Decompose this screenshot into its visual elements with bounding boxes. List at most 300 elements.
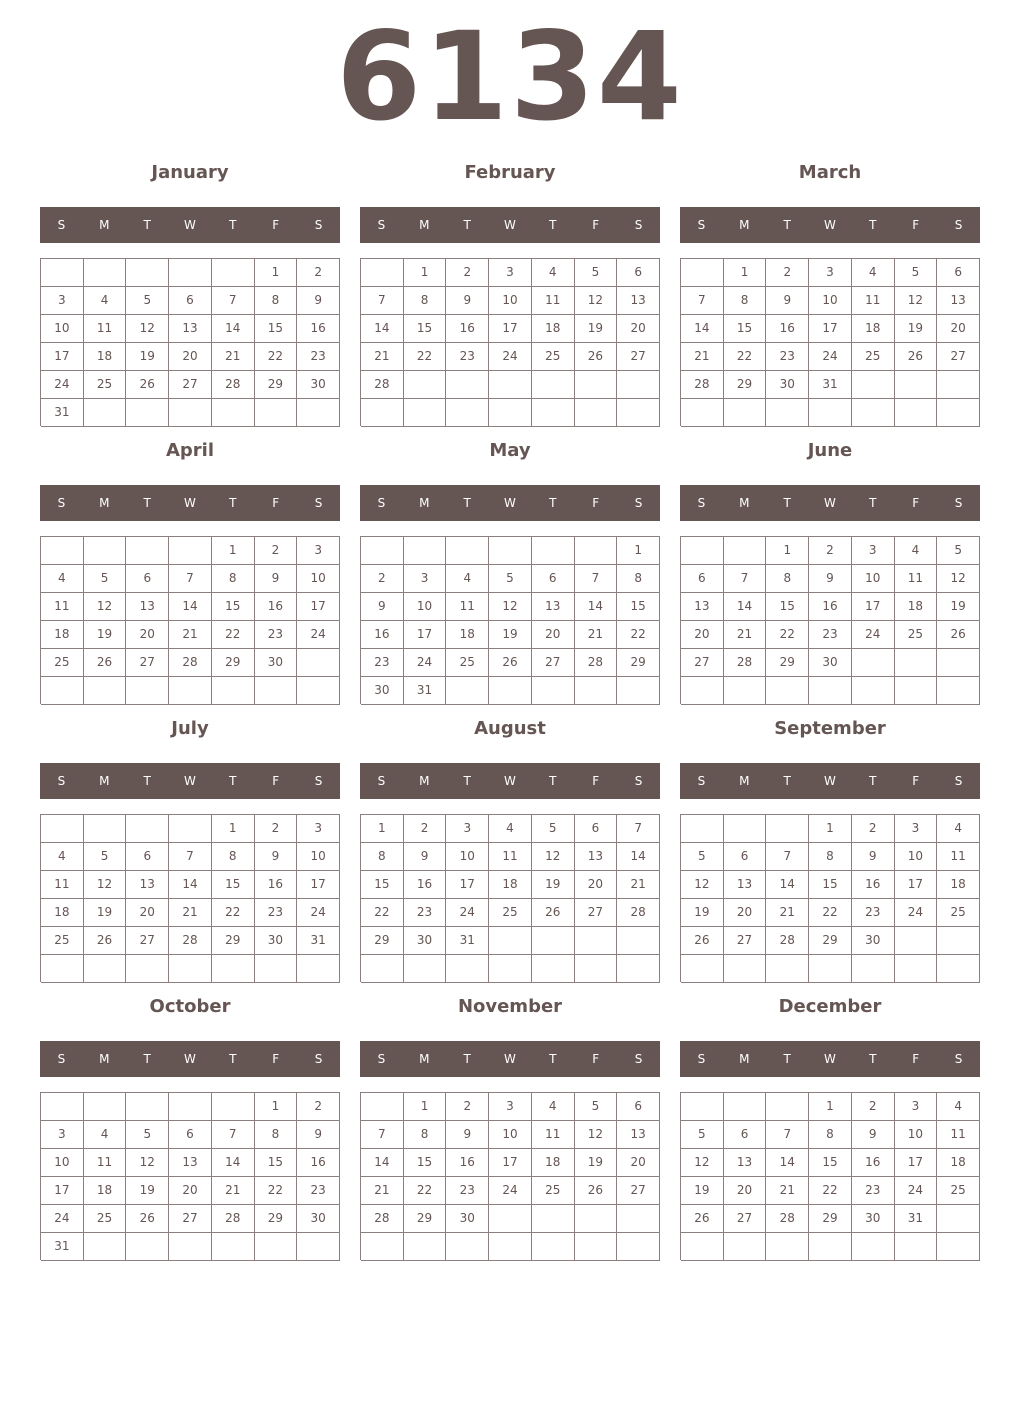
empty-day-cell [937, 649, 980, 677]
weekday-label: T [783, 496, 791, 510]
day-grid [680, 814, 980, 982]
day-cell: 2 [404, 815, 447, 843]
day-cell: 29 [724, 371, 767, 399]
day-cell: 17 [41, 343, 84, 371]
empty-day-cell [84, 1233, 127, 1261]
day-cell: 4 [937, 1093, 980, 1121]
weekday-label: S [634, 774, 643, 788]
day-cell: 13 [681, 593, 724, 621]
day-cell: 27 [169, 371, 212, 399]
day-cell: 28 [212, 371, 255, 399]
day-cell: 29 [809, 927, 852, 955]
weekday-header [680, 207, 980, 243]
day-cell: 3 [809, 259, 852, 287]
day-cell: 14 [169, 593, 212, 621]
weekday-label: W [504, 218, 516, 232]
weekday-label: T [783, 218, 791, 232]
day-cell: 11 [937, 1121, 980, 1149]
day-cell: 14 [575, 593, 618, 621]
day-cell: 30 [404, 927, 447, 955]
day-cell: 14 [681, 315, 724, 343]
day-cell: 7 [724, 565, 767, 593]
day-cell: 3 [489, 1093, 532, 1121]
empty-day-cell [809, 399, 852, 427]
weekday-label: M [419, 218, 430, 232]
empty-day-cell [297, 677, 340, 705]
day-cell: 26 [126, 1205, 169, 1233]
day-cell: 30 [852, 1205, 895, 1233]
day-cell: 22 [404, 343, 447, 371]
day-cell: 5 [84, 565, 127, 593]
day-cell: 16 [809, 593, 852, 621]
day-cell: 4 [489, 815, 532, 843]
day-cell: 13 [169, 315, 212, 343]
empty-day-cell [575, 1205, 618, 1233]
day-cell: 30 [297, 371, 340, 399]
month-name: October [149, 996, 231, 1017]
day-cell: 14 [212, 1149, 255, 1177]
day-cell: 23 [404, 899, 447, 927]
day-grid [680, 1092, 980, 1260]
weekday-label: S [314, 774, 323, 788]
empty-day-cell [169, 955, 212, 983]
day-cell: 19 [84, 621, 127, 649]
day-cell: 7 [575, 565, 618, 593]
day-cell: 5 [681, 843, 724, 871]
day-cell: 19 [575, 315, 618, 343]
empty-day-cell [404, 537, 447, 565]
day-cell: 24 [489, 1177, 532, 1205]
day-cell: 12 [532, 843, 575, 871]
day-cell: 2 [361, 565, 404, 593]
empty-day-cell [809, 677, 852, 705]
empty-day-cell [212, 677, 255, 705]
day-cell: 22 [809, 899, 852, 927]
empty-day-cell [895, 1233, 938, 1261]
empty-day-cell [212, 1093, 255, 1121]
weekday-label: M [739, 774, 750, 788]
day-cell: 7 [361, 1121, 404, 1149]
empty-day-cell [575, 1233, 618, 1261]
day-cell: 22 [766, 621, 809, 649]
day-cell: 9 [446, 287, 489, 315]
month-name: February [464, 162, 556, 183]
empty-day-cell [575, 537, 618, 565]
day-cell: 30 [766, 371, 809, 399]
day-cell: 25 [895, 621, 938, 649]
day-cell: 1 [361, 815, 404, 843]
month-july [40, 712, 340, 990]
weekday-label: S [634, 1052, 643, 1066]
day-cell: 9 [255, 565, 298, 593]
empty-day-cell [617, 371, 660, 399]
day-cell: 5 [575, 1093, 618, 1121]
day-grid [40, 536, 340, 704]
day-cell: 31 [41, 399, 84, 427]
weekday-label: F [912, 218, 920, 232]
empty-day-cell [681, 537, 724, 565]
day-cell: 20 [724, 1177, 767, 1205]
empty-day-cell [169, 1093, 212, 1121]
empty-day-cell [575, 371, 618, 399]
day-cell: 8 [361, 843, 404, 871]
day-cell: 22 [361, 899, 404, 927]
day-cell: 7 [617, 815, 660, 843]
day-cell: 27 [724, 927, 767, 955]
day-cell: 22 [255, 343, 298, 371]
month-name: April [165, 440, 215, 461]
empty-day-cell [126, 955, 169, 983]
day-cell: 22 [617, 621, 660, 649]
day-cell: 1 [404, 1093, 447, 1121]
day-cell: 9 [852, 843, 895, 871]
day-cell: 10 [297, 843, 340, 871]
day-grid [40, 814, 340, 982]
day-cell: 2 [809, 537, 852, 565]
day-cell: 23 [809, 621, 852, 649]
day-cell: 12 [575, 287, 618, 315]
day-cell: 23 [852, 899, 895, 927]
weekday-label: S [57, 496, 66, 510]
day-cell: 8 [404, 1121, 447, 1149]
day-cell: 1 [766, 537, 809, 565]
month-name: January [151, 162, 229, 183]
empty-day-cell [766, 955, 809, 983]
day-cell: 13 [126, 593, 169, 621]
day-cell: 20 [532, 621, 575, 649]
day-cell: 13 [169, 1149, 212, 1177]
weekday-header [360, 207, 660, 243]
day-cell: 24 [404, 649, 447, 677]
day-cell: 27 [681, 649, 724, 677]
day-cell: 9 [361, 593, 404, 621]
weekday-label: T [229, 218, 237, 232]
empty-day-cell [361, 399, 404, 427]
day-cell: 3 [41, 287, 84, 315]
day-cell: 1 [809, 815, 852, 843]
empty-day-cell [532, 1205, 575, 1233]
day-cell: 7 [212, 1121, 255, 1149]
day-cell: 21 [169, 899, 212, 927]
month-name: May [489, 440, 531, 461]
day-cell: 7 [361, 287, 404, 315]
day-cell: 25 [852, 343, 895, 371]
day-cell: 12 [681, 1149, 724, 1177]
day-cell: 31 [895, 1205, 938, 1233]
weekday-label: T [549, 218, 557, 232]
day-cell: 19 [84, 899, 127, 927]
day-cell: 12 [937, 565, 980, 593]
day-cell: 20 [617, 1149, 660, 1177]
weekday-label: S [954, 1052, 963, 1066]
day-cell: 24 [41, 1205, 84, 1233]
empty-day-cell [937, 1205, 980, 1233]
day-cell: 17 [297, 871, 340, 899]
day-cell: 4 [84, 287, 127, 315]
day-cell: 18 [446, 621, 489, 649]
weekday-label: M [99, 1052, 110, 1066]
day-cell: 6 [126, 843, 169, 871]
day-cell: 29 [617, 649, 660, 677]
day-cell: 17 [809, 315, 852, 343]
day-cell: 13 [617, 1121, 660, 1149]
empty-day-cell [361, 259, 404, 287]
empty-day-cell [617, 955, 660, 983]
day-cell: 22 [809, 1177, 852, 1205]
empty-day-cell [361, 955, 404, 983]
empty-day-cell [937, 955, 980, 983]
day-cell: 17 [489, 315, 532, 343]
month-november [360, 990, 660, 1268]
weekday-label: M [739, 496, 750, 510]
day-cell: 13 [617, 287, 660, 315]
day-cell: 25 [41, 927, 84, 955]
day-cell: 18 [84, 1177, 127, 1205]
day-cell: 17 [41, 1177, 84, 1205]
day-cell: 14 [766, 871, 809, 899]
day-cell: 4 [41, 843, 84, 871]
empty-day-cell [681, 815, 724, 843]
day-cell: 16 [852, 1149, 895, 1177]
empty-day-cell [895, 649, 938, 677]
day-cell: 28 [212, 1205, 255, 1233]
day-cell: 14 [361, 1149, 404, 1177]
empty-day-cell [41, 1093, 84, 1121]
day-cell: 8 [617, 565, 660, 593]
day-cell: 3 [446, 815, 489, 843]
empty-day-cell [809, 1233, 852, 1261]
empty-day-cell [126, 399, 169, 427]
day-cell: 29 [404, 1205, 447, 1233]
day-cell: 9 [766, 287, 809, 315]
day-cell: 27 [937, 343, 980, 371]
month-name: August [474, 718, 546, 739]
day-cell: 13 [532, 593, 575, 621]
day-cell: 30 [361, 677, 404, 705]
weekday-label: T [549, 774, 557, 788]
weekday-label: S [634, 496, 643, 510]
weekday-label: T [783, 774, 791, 788]
day-grid [40, 1092, 340, 1260]
day-cell: 14 [361, 315, 404, 343]
empty-day-cell [84, 537, 127, 565]
weekday-label: F [912, 1052, 920, 1066]
day-cell: 18 [937, 871, 980, 899]
empty-day-cell [255, 677, 298, 705]
empty-day-cell [895, 927, 938, 955]
empty-day-cell [169, 399, 212, 427]
day-cell: 24 [895, 899, 938, 927]
day-cell: 6 [724, 843, 767, 871]
day-cell: 25 [489, 899, 532, 927]
day-cell: 4 [895, 537, 938, 565]
day-cell: 26 [489, 649, 532, 677]
day-cell: 11 [489, 843, 532, 871]
day-cell: 27 [126, 649, 169, 677]
day-cell: 31 [404, 677, 447, 705]
empty-day-cell [169, 259, 212, 287]
month-june [680, 434, 980, 712]
empty-day-cell [404, 955, 447, 983]
empty-day-cell [126, 259, 169, 287]
weekday-label: F [592, 1052, 600, 1066]
day-cell: 19 [681, 899, 724, 927]
empty-day-cell [532, 677, 575, 705]
day-cell: 8 [212, 565, 255, 593]
empty-day-cell [255, 399, 298, 427]
day-cell: 28 [724, 649, 767, 677]
weekday-label: M [419, 774, 430, 788]
day-cell: 24 [489, 343, 532, 371]
day-cell: 23 [852, 1177, 895, 1205]
month-january [40, 156, 340, 434]
day-cell: 28 [766, 927, 809, 955]
empty-day-cell [404, 399, 447, 427]
day-cell: 8 [255, 287, 298, 315]
weekday-label: F [592, 218, 600, 232]
empty-day-cell [532, 399, 575, 427]
month-august [360, 712, 660, 990]
day-cell: 14 [724, 593, 767, 621]
day-cell: 9 [297, 1121, 340, 1149]
weekday-label: F [272, 1052, 280, 1066]
day-cell: 23 [255, 899, 298, 927]
empty-day-cell [126, 815, 169, 843]
weekday-label: M [99, 218, 110, 232]
day-cell: 20 [575, 871, 618, 899]
weekday-label: S [697, 218, 706, 232]
day-cell: 16 [255, 871, 298, 899]
day-cell: 25 [532, 343, 575, 371]
empty-day-cell [937, 371, 980, 399]
weekday-header [360, 1041, 660, 1077]
day-grid [360, 1092, 660, 1260]
day-cell: 6 [617, 259, 660, 287]
empty-day-cell [724, 1093, 767, 1121]
day-cell: 28 [169, 649, 212, 677]
day-cell: 11 [41, 871, 84, 899]
empty-day-cell [84, 815, 127, 843]
day-cell: 31 [41, 1233, 84, 1261]
weekday-label: T [463, 1052, 471, 1066]
day-cell: 10 [446, 843, 489, 871]
day-cell: 10 [41, 315, 84, 343]
day-cell: 18 [532, 1149, 575, 1177]
day-cell: 5 [895, 259, 938, 287]
day-cell: 2 [255, 537, 298, 565]
empty-day-cell [766, 399, 809, 427]
day-cell: 5 [126, 1121, 169, 1149]
day-cell: 14 [212, 315, 255, 343]
day-cell: 28 [361, 371, 404, 399]
day-cell: 19 [489, 621, 532, 649]
day-cell: 30 [852, 927, 895, 955]
empty-day-cell [297, 1233, 340, 1261]
weekday-label: T [463, 218, 471, 232]
day-cell: 23 [297, 343, 340, 371]
day-cell: 23 [446, 343, 489, 371]
day-cell: 1 [212, 815, 255, 843]
day-grid [360, 258, 660, 426]
day-cell: 3 [41, 1121, 84, 1149]
day-cell: 10 [489, 287, 532, 315]
day-grid [360, 536, 660, 704]
empty-day-cell [617, 399, 660, 427]
weekday-label: T [463, 774, 471, 788]
empty-day-cell [681, 1093, 724, 1121]
empty-day-cell [212, 955, 255, 983]
day-cell: 2 [255, 815, 298, 843]
day-cell: 26 [681, 927, 724, 955]
weekday-label: M [99, 496, 110, 510]
day-cell: 16 [446, 315, 489, 343]
day-cell: 31 [446, 927, 489, 955]
day-cell: 25 [446, 649, 489, 677]
empty-day-cell [126, 1093, 169, 1121]
day-cell: 30 [809, 649, 852, 677]
day-cell: 21 [212, 1177, 255, 1205]
day-cell: 30 [255, 927, 298, 955]
empty-day-cell [84, 399, 127, 427]
weekday-header [40, 1041, 340, 1077]
weekday-header [680, 763, 980, 799]
day-cell: 5 [937, 537, 980, 565]
day-cell: 20 [937, 315, 980, 343]
empty-day-cell [532, 537, 575, 565]
day-cell: 22 [724, 343, 767, 371]
day-cell: 20 [126, 899, 169, 927]
empty-day-cell [297, 399, 340, 427]
weekday-label: S [697, 496, 706, 510]
day-cell: 21 [766, 1177, 809, 1205]
day-cell: 25 [937, 1177, 980, 1205]
weekday-label: S [314, 218, 323, 232]
day-cell: 19 [575, 1149, 618, 1177]
empty-day-cell [766, 1233, 809, 1261]
empty-day-cell [724, 677, 767, 705]
day-cell: 1 [809, 1093, 852, 1121]
empty-day-cell [126, 537, 169, 565]
weekday-label: T [229, 496, 237, 510]
empty-day-cell [895, 955, 938, 983]
day-cell: 27 [617, 343, 660, 371]
weekday-label: F [272, 496, 280, 510]
day-cell: 2 [446, 1093, 489, 1121]
month-name: July [171, 718, 209, 739]
day-cell: 11 [852, 287, 895, 315]
empty-day-cell [681, 1233, 724, 1261]
day-cell: 14 [617, 843, 660, 871]
weekday-label: W [824, 218, 836, 232]
day-cell: 28 [169, 927, 212, 955]
day-cell: 11 [532, 287, 575, 315]
day-cell: 29 [361, 927, 404, 955]
day-cell: 24 [297, 621, 340, 649]
weekday-label: W [184, 1052, 196, 1066]
empty-day-cell [446, 677, 489, 705]
empty-day-cell [84, 677, 127, 705]
day-grid [680, 536, 980, 704]
day-cell: 27 [169, 1205, 212, 1233]
day-cell: 18 [41, 899, 84, 927]
day-cell: 15 [255, 315, 298, 343]
empty-day-cell [937, 677, 980, 705]
day-cell: 13 [575, 843, 618, 871]
weekday-label: W [824, 1052, 836, 1066]
empty-day-cell [532, 371, 575, 399]
day-cell: 5 [489, 565, 532, 593]
day-cell: 21 [681, 343, 724, 371]
